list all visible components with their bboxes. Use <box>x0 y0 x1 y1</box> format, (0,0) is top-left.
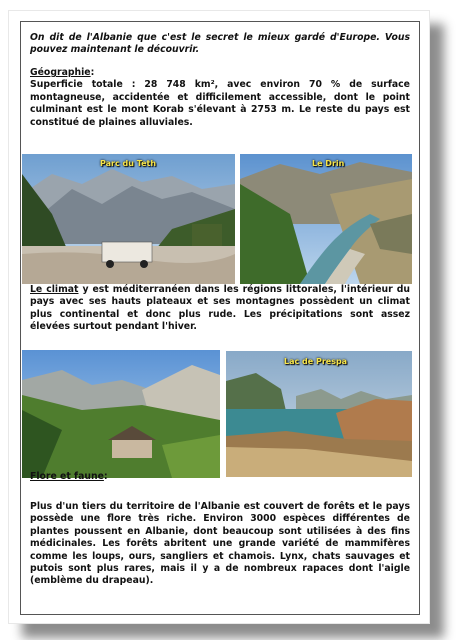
flora-heading: Flore et faune <box>30 471 104 482</box>
geography-text: Superficie totale : 28 748 km², avec environ 70 % de surface montagneuse, accidentée et difficilement accessible, dont le point culminant est le mont Korab s'élevant à 2753 m. Le reste du pays est constitué de plaines alluviales. <box>30 79 410 128</box>
climate-text: y est méditerranéen dans les régions littorales, l'intérieur du pays avec ses hauts plateaux et ses montagnes possèdent un climat plus continental et donc plus rude. Les précipitations sont assez élevées surtout pendant l'hiver. <box>30 284 410 333</box>
photo-lac-de-prespa <box>226 351 412 477</box>
caption-parc-du-teth: Parc du Teth <box>100 159 157 168</box>
climate-heading: Le climat <box>30 284 79 295</box>
geography-heading: Géographie <box>30 67 91 78</box>
photo-le-drin <box>240 154 412 284</box>
photo-parc-du-teth <box>22 154 235 284</box>
document-page <box>8 10 430 624</box>
flora-text: Plus d'un tiers du territoire de l'Albanie est couvert de forêts et le pays possède une flore très riche. Environ 3000 espèces différentes de plantes poussent en Albanie, dont beaucoup sont utilisées à des fins médicinales. Les forêts abritent une grande variété de mammifères comme les loups, ours, sangliers et chamois. Lynx, chats sauvages et putois sont plus rares, mais il y a de nombreux rapaces dont l'aigle (emblème du drapeau). <box>30 501 410 587</box>
content-frame <box>20 21 420 615</box>
photo-mountain-village <box>22 350 220 478</box>
intro-text: On dit de l'Albanie que c'est le secret le mieux gardé d'Europe. Vous pouvez maintenant le découvrir. <box>30 32 410 56</box>
caption-lac-de-prespa: Lac de Prespa <box>284 357 348 366</box>
geography-section: Géographie: Superficie totale : 28 748 km², avec environ 70 % de surface montagneuse, accidentée et difficilement accessible, dont le point culminant est le mont Korab s'élevant à 2753 m. Le reste du pays est constitué de plaines alluviales. <box>30 67 410 128</box>
climate-section <box>30 284 410 334</box>
caption-le-drin: Le Drin <box>312 159 345 168</box>
flora-heading-line: Flore et faune: <box>30 471 108 482</box>
